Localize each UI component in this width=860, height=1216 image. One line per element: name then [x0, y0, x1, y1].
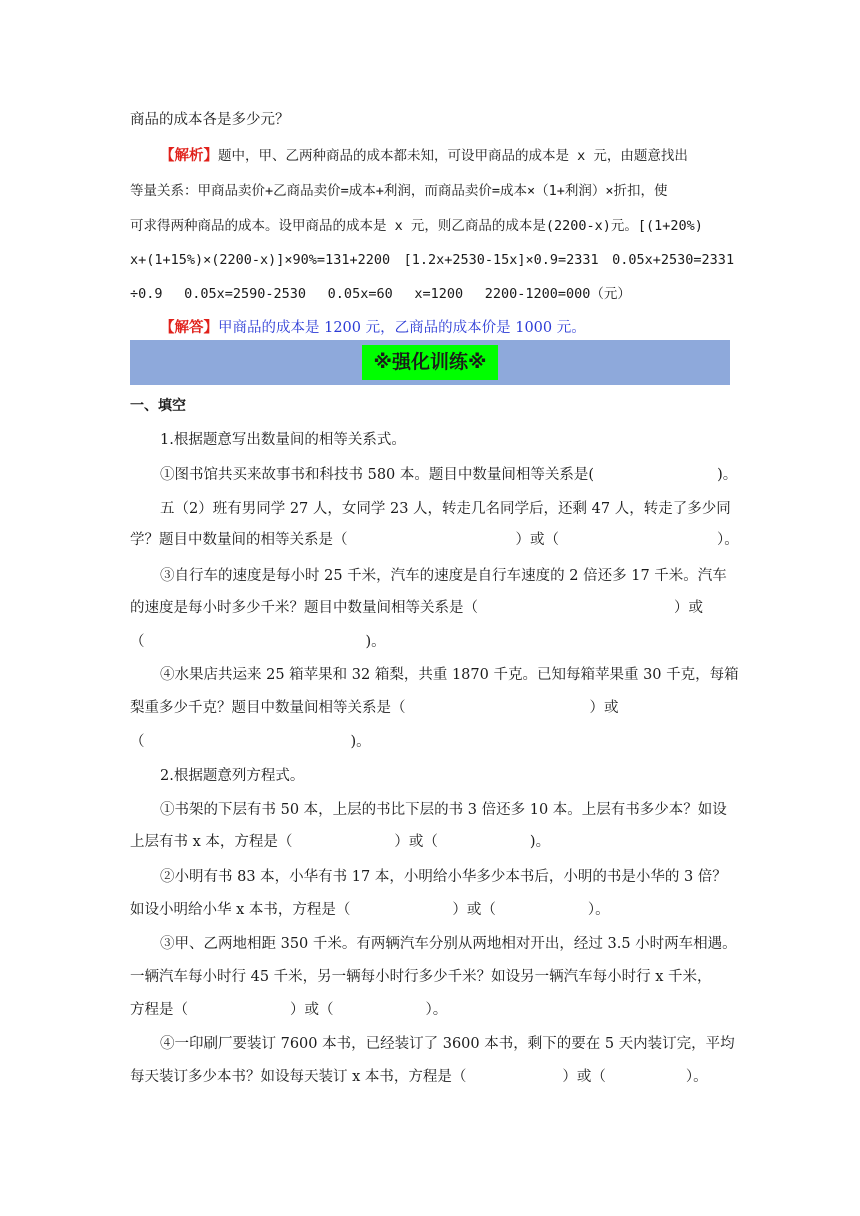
- q1-item4-line1: ④水果店共运来 25 箱苹果和 32 箱梨，共重 1870 千克。已知每箱苹果重 30 千克，每箱: [160, 667, 739, 683]
- question-fragment: 商品的成本各是多少元？: [130, 112, 290, 128]
- q2-item2-prefix: 如设小明给小华 x 本书，方程是（: [130, 902, 351, 918]
- q2-item4-line2: [130, 1067, 730, 1087]
- q2-item4-line1: ④一印刷厂要装订 7600 本书，已经装订了 3600 本书，剩下的要在 5 天内装订完，平均: [160, 1036, 735, 1052]
- q2-item2-line2: [130, 900, 730, 920]
- q1-item2-close: ）。: [717, 532, 739, 548]
- q1-item3-open: （: [130, 634, 145, 650]
- q2-item3-prefix: 方程是（: [130, 1002, 188, 1018]
- banner-title: ※强化训练※: [362, 345, 498, 380]
- q1-item4-line2: [130, 698, 730, 718]
- q1-item3-prefix: 的速度是每小时多少千米？题目中数量间相等关系是（: [130, 600, 478, 616]
- q2-item1-prefix: 上层有书 x 本，方程是（: [130, 834, 293, 850]
- q2-item4-prefix: 每天装订多少本书？如设每天装订 x 本书，方程是（: [130, 1069, 467, 1085]
- answer-tag: 【解答】: [160, 319, 218, 336]
- analysis-line-3: 可求得两种商品的成本。设甲商品的成本是 x 元，则乙商品的成本是(2200-x)元。[(1+20%): [130, 218, 703, 234]
- q2-item2-line1: ②小明有书 83 本，小华有书 17 本，小明给小华多少本书后，小明的书是小华的 3 倍？: [160, 869, 727, 885]
- analysis-line-5: ÷0.9 0.05x=2590-2530 0.05x=60 x=1200 2200-1200=000（元）: [130, 286, 631, 302]
- q2-item3-line1: ③甲、乙两地相距 350 千米。有两辆汽车分别从两地相对开出，经过 3.5 小时两车相遇。: [160, 936, 737, 952]
- q1-item4-open: （: [130, 734, 145, 750]
- analysis-tag: 【解析】: [160, 147, 218, 164]
- q2-item1-line2: [130, 832, 730, 852]
- q1-item2-prefix: 学？题目中数量间的相等关系是（: [130, 532, 348, 548]
- q1-title: 1.根据题意写出数量间的相等关系式。: [160, 432, 406, 448]
- q2-item2-or: ）或（: [452, 902, 496, 918]
- q1-item3-line3: [130, 632, 730, 652]
- q2-item3-close: ）。: [425, 1002, 448, 1018]
- q1-item4-prefix: 梨重多少千克？题目中数量间相等关系是（: [130, 700, 406, 716]
- q2-item1-line1: ①书架的下层有书 50 本，上层的书比下层的书 3 倍还多 10 本。上层有书多少本？如设: [160, 802, 727, 818]
- q2-item3-line3: [130, 1000, 730, 1020]
- answer-text: 甲商品的成本是 1200 元，乙商品的成本价是 1000 元。: [218, 320, 586, 336]
- q1-item3-line1: ③自行车的速度是每小时 25 千米，汽车的速度是自行车速度的 2 倍还多 17 千米。汽车: [160, 568, 727, 584]
- q2-item4-or: ）或（: [562, 1069, 606, 1085]
- section-heading: 一、填空: [130, 398, 186, 414]
- q1-item1-close: )。: [717, 467, 738, 483]
- q2-title: 2.根据题意列方程式。: [160, 768, 305, 784]
- q1-item3-close: )。: [365, 634, 386, 650]
- q2-item3-or: ）或（: [290, 1002, 334, 1018]
- analysis-line-2: 等量关系：甲商品卖价+乙商品卖价=成本+利润，而商品卖价=成本×（1+利润）×折扣，使: [130, 183, 668, 199]
- q2-item4-close: ）。: [685, 1069, 708, 1085]
- analysis-text: 题中，甲、乙两种商品的成本都未知，可设甲商品的成本是 x 元，由题意找出: [218, 148, 688, 164]
- q1-item2-line1: 五（2）班有男同学 27 人，女同学 23 人，转走几名同学后，还剩 47 人，转走了多少同: [160, 501, 731, 517]
- q1-item3-or: ）或: [674, 600, 703, 616]
- q1-item2-line2: [130, 530, 739, 550]
- q1-item1: [160, 465, 738, 485]
- q1-item4-or: ）或: [589, 700, 619, 716]
- q1-item4-close: )。: [350, 734, 371, 750]
- q2-item1-or: ）或（: [394, 834, 438, 850]
- q1-item3-line2: [130, 598, 730, 618]
- q2-item2-close: ）。: [587, 902, 610, 918]
- q2-item3-line2: 一辆汽车每小时行 45 千米，另一辆每小时行多少千米？如设另一辆汽车每小时行 x 千米，: [130, 969, 712, 985]
- analysis-line-4: x+(1+15%)×(2200-x)]×90%=131+2200 [1.2x+2530-15x]×0.9=2331 0.05x+2530=2331: [130, 252, 735, 268]
- analysis-line-1: [160, 146, 730, 166]
- answer-line: [160, 318, 730, 338]
- q1-item1-text: ①图书馆共买来故事书和科技书 580 本。题目中数量间相等关系是(: [160, 467, 595, 483]
- q1-item4-line3: [130, 732, 730, 752]
- q1-item2-or: ）或（: [515, 532, 559, 548]
- q2-item1-close: )。: [529, 834, 551, 850]
